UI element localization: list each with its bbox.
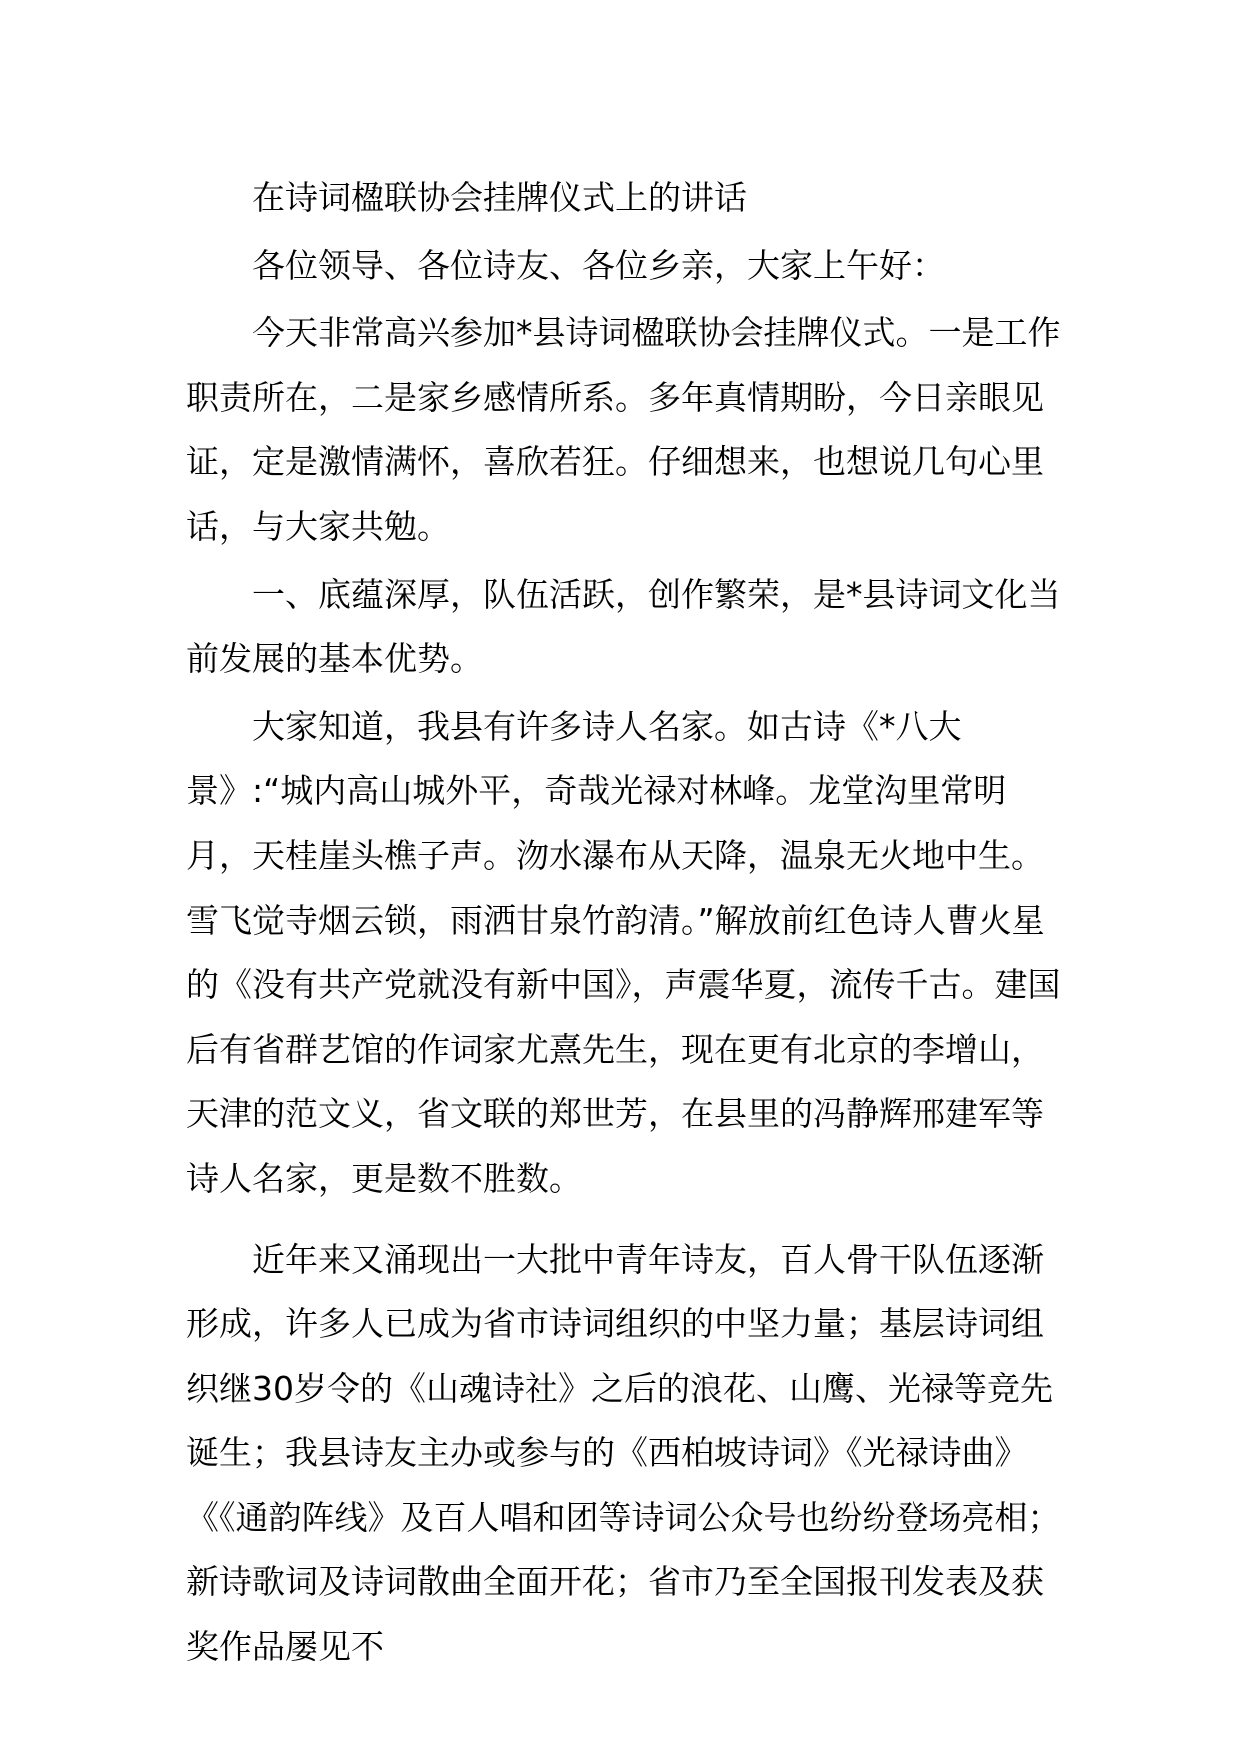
body-paragraph: 大家知道，我县有许多诗人名家。如古诗《*八大景》:“城内高山城外平，奇哉光禄对林峰。龙堂沟里常明月，天桂崖头樵子声。沕水瀑布从天降，温泉无火地中生。雪飞觉寺烟云锁，雨洒甘泉竹韵清。”解放前红色诗人曹火星的《没有共产党就没有新中国》，声震华夏，流传千古。建国后有省群艺馆的作词家尤熹先生，现在更有北京的李增山，天津的范文义，省文联的郑世芳，在县里的冯静辉邢建军等诗人名家，更是数不胜数。 — [186, 706, 1061, 1198]
greeting-paragraph: 各位领导、各位诗友、各位乡亲，大家上午好： — [252, 245, 945, 285]
document-body — [186, 166, 1066, 1680]
body-paragraph: 近年来又涌现出一大批中青年诗友，百人骨干队伍逐渐形成，许多人已成为省市诗词组织的中坚力量；基层诗词组织继30岁令的《山魂诗社》之后的浪花、山鹰、光禄等竞先诞生；我县诗友主办或参与的《西柏坡诗词》《光禄诗曲》《《通韵阵线》及百人唱和团等诗词公众号也纷纷登场亮相；新诗歌词及诗词散曲全面开花；省市乃至全国报刊发表及获奖作品屡见不 — [186, 1239, 1061, 1667]
body-paragraph: 今天非常高兴参加*县诗词楹联协会挂牌仪式。一是工作职责所在，二是家乡感情所系。多年真情期盼，今日亲眼见证，定是激情满怀，喜欣若狂。仔细想来，也想说几句心里话，与大家共勉。 — [186, 313, 1061, 546]
section-heading-paragraph: 一、底蕴深厚，队伍活跃，创作繁荣，是*县诗词文化当前发展的基本优势。 — [186, 574, 1061, 679]
document-title: 在诗词楹联协会挂牌仪式上的讲话 — [252, 178, 747, 217]
